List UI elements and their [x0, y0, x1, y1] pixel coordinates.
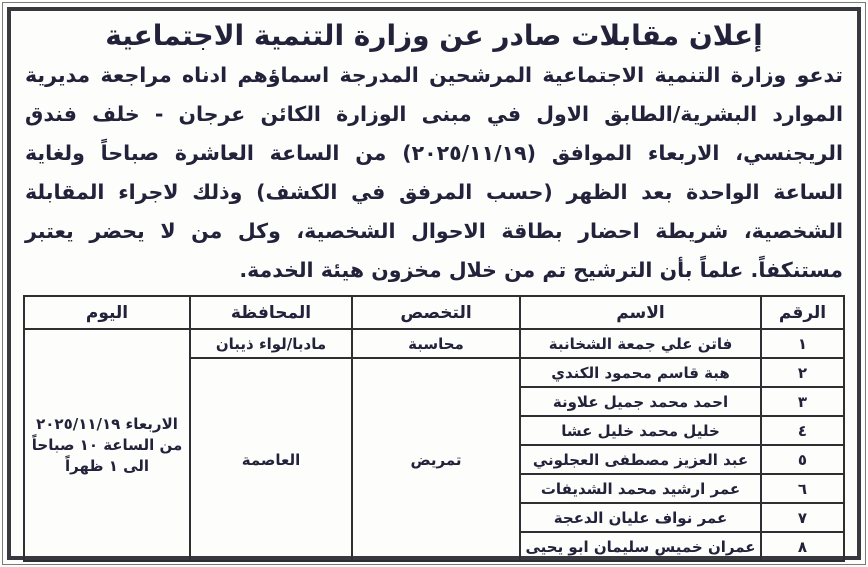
cell-number: ٦ — [761, 474, 844, 503]
cell-number: ٤ — [761, 416, 844, 445]
candidates-table — [23, 295, 845, 562]
cell-day — [24, 329, 190, 561]
cell-number: ٣ — [761, 387, 844, 416]
cell-number: ٥ — [761, 445, 844, 474]
page-content — [13, 13, 855, 554]
page-title: إعلان مقابلات صادر عن وزارة التنمية الاجتماعية — [105, 19, 763, 52]
header-specialty: التخصص — [352, 296, 520, 329]
cell-number: ١ — [761, 329, 844, 358]
cell-number: ٧ — [761, 503, 844, 532]
day-line-2: من الساعة ١٠ صباحاً — [31, 435, 183, 454]
cell-name: عمر نواف عليان الدعجة — [520, 503, 761, 532]
cell-specialty-merged: تمريض — [352, 358, 520, 561]
table-row — [24, 329, 844, 358]
cell-number: ٨ — [761, 532, 844, 561]
cell-name: خليل محمد خليل عشا — [520, 416, 761, 445]
cell-governorate-merged: العاصمة — [190, 358, 352, 561]
header-day: اليوم — [24, 296, 190, 329]
cell-number: ٢ — [761, 358, 844, 387]
day-line-3: الى ١ ظهراً — [64, 456, 150, 475]
header-name: الاسم — [520, 296, 761, 329]
day-line-1: الاربعاء ٢٠٢٥/١١/١٩ — [36, 414, 178, 433]
cell-governorate: مادبا/لواء ذيبان — [190, 329, 352, 358]
cell-specialty: محاسبة — [352, 329, 520, 358]
cell-name: عبد العزيز مصطفى العجلوني — [520, 445, 761, 474]
cell-name: هبة قاسم محمود الكندي — [520, 358, 761, 387]
cell-name: فاتن علي جمعة الشخانبة — [520, 329, 761, 358]
cell-name: احمد محمد جميل علاونة — [520, 387, 761, 416]
header-number: الرقم — [761, 296, 844, 329]
header-governorate: المحافظة — [190, 296, 352, 329]
cell-name: عمران خميس سليمان ابو يحيى — [520, 532, 761, 561]
cell-name: عمر ارشيد محمد الشديفات — [520, 474, 761, 503]
announcement-body: تدعو وزارة التنمية الاجتماعية المرشحين المدرجة اسماؤهم ادناه مراجعة مديرية الموارد البشرية/الطابق الاول في مبنى الوزارة الكائن عرجان - خلف فندق الريجنسي، الاربعاء الموافق (٢٠٢٥/١١/١٩) من الساعة العاشرة صباحاً ولغاية الساعة الواحدة بعد الظهر (حسب المرفق في الكشف) وذلك لاجراء المقابلة الشخصية، شريطة احضار بطاقة الاحوال الشخصية، وكل من لا يحضر يعتبر مستنكفاً. علماً بأن الترشيح تم من خلال مخزون هيئة الخدمة. — [25, 63, 843, 282]
table-header-row — [24, 296, 844, 329]
